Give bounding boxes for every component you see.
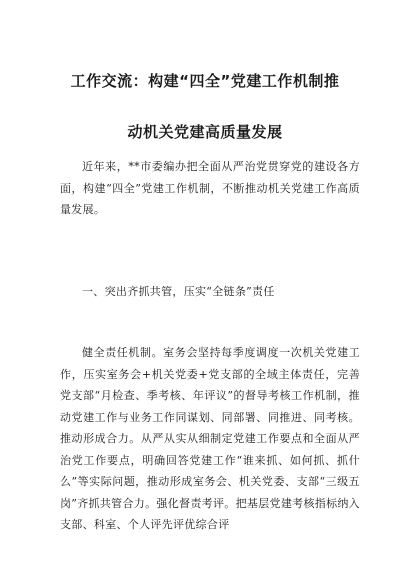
intro-paragraph: 近年来，**市委编办把全面从严治党贯穿党的建设各方面，构建“四全”党建工作机制，不断推动机关党建工作高质量发展。 <box>60 160 360 216</box>
section-body-paragraph: 健全责任机制。室务会坚持每季度调度一次机关党建工作，压实室务会+机关党委+党支部的全域主体责任，完善党支部“月检查、季考核、年评议”的督导考核工作机制，推动党建工作与业务工作同谋划、同部署、同推进、同考核。推动形成合力。从严从实从细制定党建工作要点和全面从严治党工作要点，明确回答党建工作“谁来抓、如何抓、抓什么”等实际问题，推动形成室务会、机关党委、支部“三级五岗”齐抓共管合力。强化督责考评。把基层党建考核指标纳入支部、科室、个人评先评优综合评 <box>60 346 360 531</box>
document-title-line-2: 动机关党建高质量发展 <box>127 123 283 141</box>
document-title-line-1: 工作交流：构建“四全”党建工作机制推 <box>70 72 340 90</box>
section-heading: 一、突出齐抓共管，压实“全链条”责任 <box>82 285 275 298</box>
